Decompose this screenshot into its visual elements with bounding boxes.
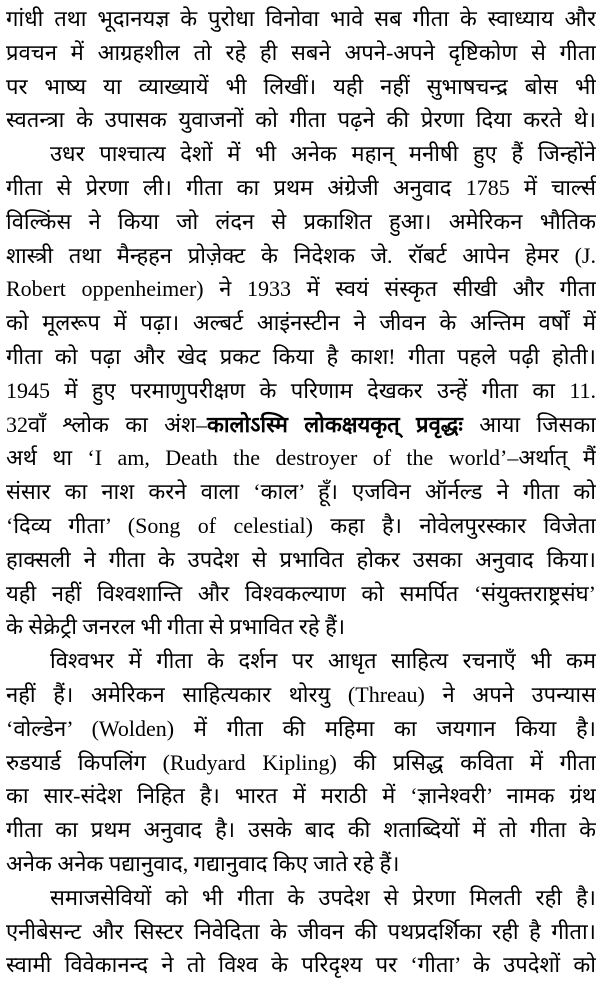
text-line: को मूलरूप में पढ़ा। अल्बर्ट आइंनस्टीन ने जीवन के अन्तिम वर्षों में bbox=[6, 310, 596, 336]
text-line: 1945 में हुए परमाणुपरीक्षण के परिणाम देखकर उन्हें गीता का 11. bbox=[6, 377, 596, 403]
text-line: एनीबेसन्ट और सिस्टर निवेदिता के जीवन की पथप्रदर्शिका रही है गीता। bbox=[6, 918, 596, 944]
text-line-with-sanskrit-quote bbox=[6, 408, 596, 442]
document-page bbox=[6, 2, 596, 982]
paragraph-2 bbox=[6, 137, 596, 644]
text-line: गीता को पढ़ा और खेद प्रकट किया है काश! गीता पहले पढ़ी होती। bbox=[6, 343, 596, 369]
text-line: का सार-संदेश निहित है। भारत में मराठी में ‘ज्ञानेश्वरी’ नामक ग्रंथ bbox=[6, 783, 596, 809]
text-line: प्रवचन में आग्रहशील तो रहे ही सबने अपने-अपने दृष्टिकोण से गीता bbox=[6, 39, 596, 65]
text-line: Robert oppenheimer) ने 1933 में स्वयं संस्कृत सीखी और गीता bbox=[6, 276, 596, 302]
text-line: ‘वोल्डेन’ (Wolden) में गीता की महिमा का जयगान किया है। bbox=[6, 715, 596, 741]
text-line: अर्थ था ‘I am, Death the destroyer of the world’–अर्थात् मैं bbox=[6, 445, 596, 471]
text-segment: 32वाँ श्लोक का अंश– bbox=[6, 411, 207, 437]
text-line: विश्वभर में गीता के दर्शन पर आधृत साहित्य रचनाएँ भी कम bbox=[50, 648, 596, 674]
text-line: गीता का प्रथम अनुवाद है। उसके बाद की शताब्दियों में तो गीता के bbox=[6, 817, 596, 843]
paragraph-1 bbox=[6, 2, 596, 137]
text-line: गीता से प्रेरणा ली। गीता का प्रथम अंग्रेजी अनुवाद 1785 में चार्ल्स bbox=[6, 174, 596, 200]
text-line: शास्त्री तथा मैन्हहन प्रोजे़क्ट के निदेशक जे. रॉबर्ट आपेन हेमर (J. bbox=[6, 242, 596, 268]
paragraph-4 bbox=[6, 881, 596, 982]
text-line: पर भाष्य या व्याख्यायें भी लिखीं। यही नहीं सुभाषचन्द्र बोस भी bbox=[6, 73, 596, 99]
text-line: रुडयार्ड किपलिंग (Rudyard Kipling) की प्रसिद्ध कविता में गीता bbox=[6, 749, 596, 775]
sanskrit-quote: कालोऽस्मि लोकक्षयकृत् प्रवृद्धः bbox=[206, 411, 463, 437]
paragraph-3 bbox=[6, 644, 596, 881]
text-line: स्वामी विवेकानन्द ने तो विश्व के परिदृश्य पर ‘गीता’ के उपदेशों को bbox=[6, 952, 596, 978]
text-line: समाजसेवियों को भी गीता के उपदेश से प्रेरणा मिलती रही है। bbox=[50, 884, 596, 910]
text-line: अनेक अनेक पद्यानुवाद, गद्यानुवाद किए जाते रहे हैं। bbox=[6, 850, 400, 876]
text-segment: आया जिसका bbox=[462, 411, 596, 437]
text-line: उधर पाश्चात्य देशों में भी अनेक महान् मनीषी हुए हैं जिन्होंने bbox=[50, 141, 596, 167]
text-line: के सेक्रेट्री जनरल भी गीता से प्रभावित रहे हैं। bbox=[6, 614, 346, 640]
text-line: ‘दिव्य गीता’ (Song of celestial) कहा है। नोवेलपुरस्कार विजेता bbox=[6, 512, 596, 538]
text-line: विल्किंस ने किया जो लंदन से प्रकाशित हुआ। अमेरिकन भौतिक bbox=[6, 208, 596, 234]
text-line: गांधी तथा भूदानयज्ञ के पुरोधा विनोवा भावे सब गीता के स्वाध्याय और bbox=[6, 6, 596, 31]
text-line: यही नहीं विश्वशान्ति और विश्वकल्याण को समर्पित ‘संयुक्तराष्ट्रसंघ’ bbox=[6, 580, 596, 606]
text-line: हाक्सली ने गीता के उपदेश से प्रभावित होकर उसका अनुवाद किया। bbox=[6, 546, 596, 572]
text-line: नहीं हैं। अमेरिकन साहित्यकार थोरयु (Threau) ने अपने उपन्यास bbox=[6, 681, 596, 707]
text-line: स्वतन्त्रा के उपासक युवाजनों को गीता पढ़ने की प्रेरणा दिया करते थे। bbox=[6, 107, 596, 133]
text-line: संसार का नाश करने वाला ‘काल’ हूँ। एजविन ऑर्नल्ड ने गीता को bbox=[6, 479, 596, 505]
